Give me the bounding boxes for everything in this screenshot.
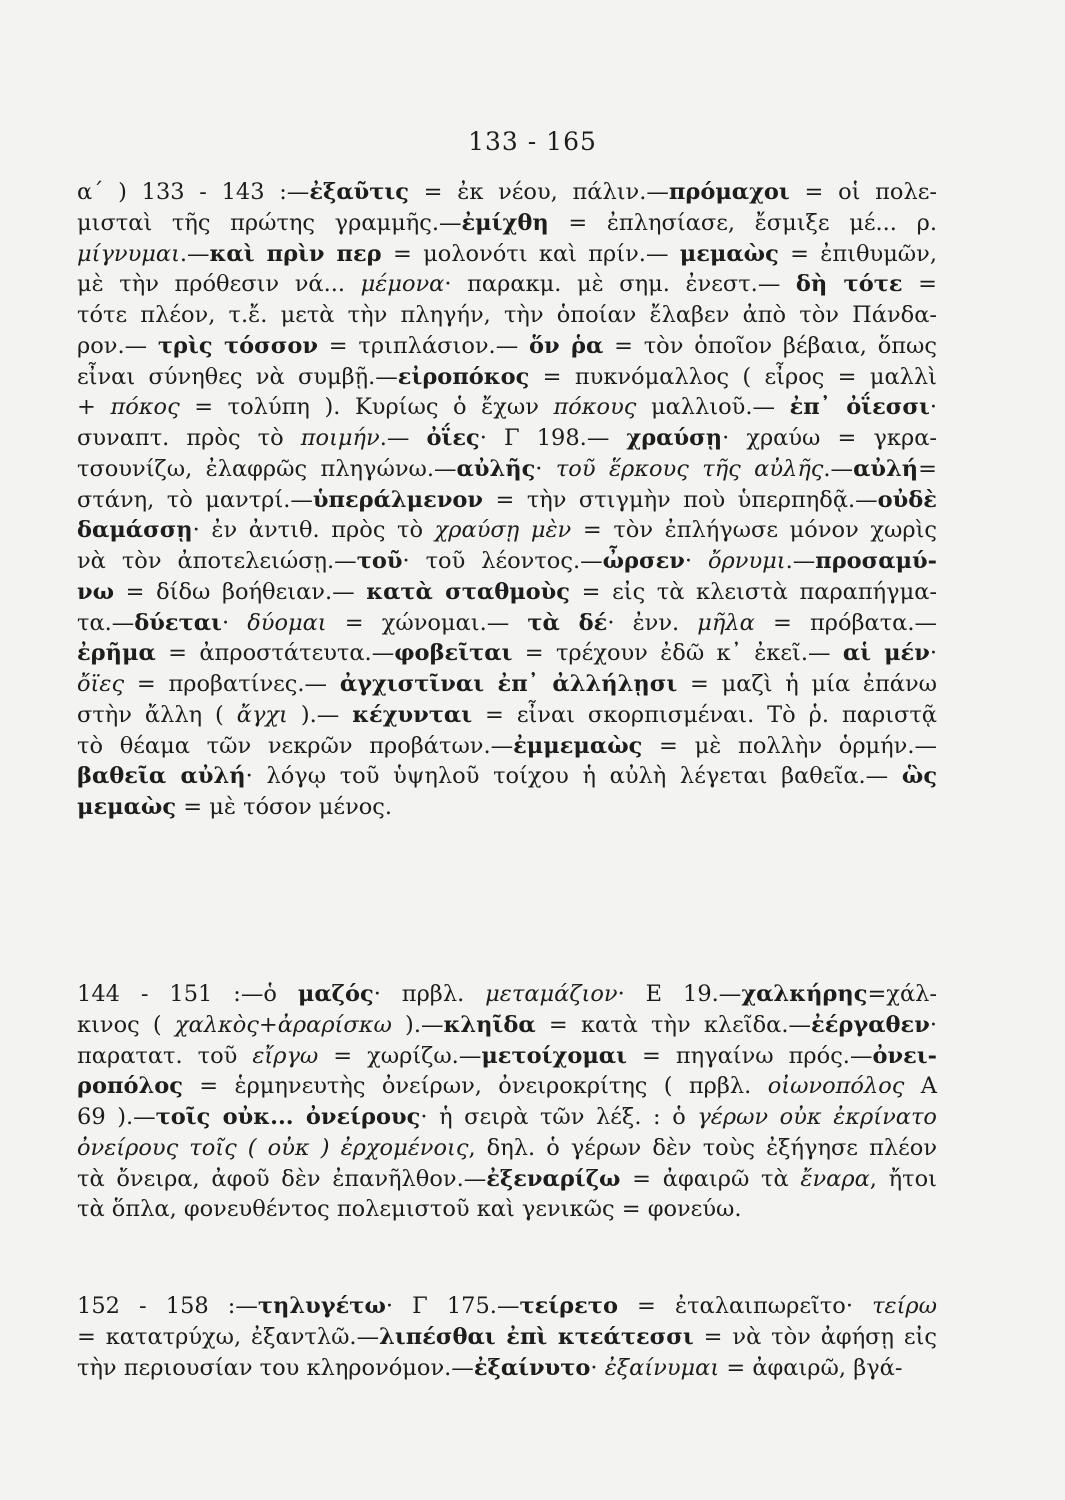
gloss-text: τὰ ὄνειρα, ἀφοῦ δὲν ἐπανῆλθον.—: [77, 1165, 487, 1192]
gloss-text: Α: [904, 1073, 937, 1100]
gloss-text: 69 ).—: [77, 1104, 156, 1130]
lemma-term: φοβεῖται: [394, 640, 513, 667]
gloss-text: ·: [684, 548, 708, 574]
text-line: [77, 1010, 937, 1040]
gloss-text: .—: [785, 548, 816, 574]
text-line: [77, 1164, 937, 1194]
cited-form: χραύσῃ μὲν: [434, 517, 572, 544]
cited-form: μίγνυμαι: [77, 240, 180, 267]
text-line: [77, 1194, 937, 1224]
lemma-term: ἐξαῦτις: [309, 179, 409, 205]
gloss-text: · χραύω = γκρα-: [722, 425, 937, 451]
gloss-text: ).—: [391, 1011, 444, 1038]
lemma-term: τὰ δέ: [527, 609, 608, 636]
gloss-text: ·: [535, 455, 556, 482]
gloss-text: ·: [929, 640, 937, 667]
gloss-text: = ἀφαιρῶ τὰ: [620, 1165, 801, 1192]
text-line: [77, 979, 937, 1009]
gloss-text: ρον.—: [77, 332, 158, 359]
lemma-term: δὴ τότε: [795, 271, 903, 298]
lemma-term: βαθεῖα αὐλή: [77, 763, 246, 790]
gloss-text: , ἤτοι: [869, 1165, 937, 1192]
text-line: [77, 331, 937, 361]
text-line: [77, 577, 937, 607]
lemma-term: ὀΐες: [426, 425, 480, 451]
lemma-term: ἐρῆμα: [77, 640, 156, 667]
lemma-term: προσαμύ-: [815, 548, 937, 574]
lemma-term: εἰροπόκος: [397, 363, 530, 390]
text-line: [77, 546, 937, 576]
text-line: [77, 792, 937, 822]
gloss-text: =: [902, 271, 937, 298]
gloss-text: στάνη, τὸ μαντρί.—: [77, 486, 313, 513]
gloss-text: · πρβλ.: [373, 981, 486, 1007]
lemma-term: μαζός: [297, 981, 374, 1007]
gloss-text: μὲ τὴν πρόθεσιν νά...: [77, 271, 361, 298]
cited-form: πόκος: [110, 394, 180, 421]
lemma-term: χραύσῃ: [626, 425, 723, 451]
gloss-text: μαλλιοῦ.—: [636, 394, 790, 421]
lemma-term: τηλυγέτω: [257, 1293, 386, 1319]
gloss-text: = μὲ πολλὴν ὁρμήν.—: [642, 732, 937, 759]
gloss-text: = τὴν στιγμὴν ποὺ ὑπερπηδᾷ.—: [483, 486, 878, 513]
gloss-text: = κατὰ τὴν κλεῖδα.—: [535, 1011, 812, 1038]
lemma-term: δαμάσσῃ: [77, 517, 193, 544]
cited-form: τείρω: [872, 1293, 938, 1319]
gloss-text: = ἑρμηνευτὴς ὀνείρων, ὀνειροκρίτης ( πρβλ.: [182, 1073, 768, 1100]
text-line: [77, 454, 937, 484]
gloss-text: α΄ ) 133 - 143 :—: [77, 179, 310, 205]
lemma-term: ἐμμεμαὼς: [513, 732, 643, 759]
gloss-text: · λόγῳ τοῦ ὑψηλοῦ τοίχου ἡ αὐλὴ λέγεται βαθεῖα.—: [245, 763, 902, 790]
gloss-text: .—: [179, 240, 210, 267]
gloss-text: 152 - 158 :—: [77, 1293, 258, 1319]
cited-form: μέμονα: [360, 271, 445, 298]
gloss-text: · Ε 19.—: [617, 981, 742, 1007]
cited-form: ποιμήν: [300, 425, 380, 451]
lemma-term: πρόμαχοι: [668, 179, 790, 205]
cited-form: ὄρνυμι: [708, 548, 786, 574]
text-line: [77, 669, 937, 699]
text-line: [77, 608, 937, 638]
gloss-text: ).—: [287, 701, 353, 728]
gloss-text: τότε πλέον, τ.ἔ. μετὰ τὴν πληγήν, τὴν ὁποίαν ἔλαβεν ἀπὸ τὸν Πάνδα-: [77, 302, 937, 328]
gloss-text: · ἡ σειρὰ τῶν λέξ. : ὁ: [420, 1104, 698, 1130]
text-line: [77, 515, 937, 545]
gloss-text: τὸ θέαμα τῶν νεκρῶν προβάτων.—: [77, 732, 514, 759]
gloss-text: = χώνομαι.—: [326, 609, 528, 636]
lemma-term: ὑπεράλμενον: [312, 486, 484, 513]
gloss-text: = μὲ τόσον μένος.: [176, 794, 393, 820]
gloss-text: = πηγαίνω πρός.—: [627, 1042, 873, 1069]
cited-form: χαλκὸς+ἀραρίσκω: [174, 1011, 392, 1038]
gloss-text: ·: [590, 1354, 605, 1381]
gloss-text: = τρέχουν ἐδῶ κ᾽ ἐκεῖ.—: [512, 640, 843, 667]
gloss-text: = τριπλάσιον.—: [317, 332, 529, 359]
cited-form: πόκους: [553, 394, 637, 421]
lemma-term: αἱ μέν: [842, 640, 930, 667]
text-line: [77, 700, 937, 730]
lemma-term: νω: [77, 578, 115, 605]
gloss-text: τὰ ὅπλα, φονευθέντος πολεμιστοῦ καὶ γενικῶς = φονεύω.: [77, 1196, 742, 1223]
text-line: [77, 1041, 937, 1071]
text-line: [77, 300, 937, 330]
lemma-term: κατὰ σταθμοὺς: [366, 578, 570, 605]
text-line: [77, 392, 937, 422]
gloss-text: = ἀπροστάτευτα.—: [155, 640, 395, 667]
gloss-text: = ἐκ νέου, πάλιν.—: [408, 179, 669, 205]
gloss-text: = ἐπιθυμῶν,: [778, 240, 937, 267]
cited-form: ἐξαίνυμαι: [604, 1354, 720, 1381]
gloss-text: τσουνίζω, ἐλαφρῶς πληγώνω.—: [77, 455, 457, 482]
lemma-term: ὅν ῥα: [528, 332, 604, 359]
lemma-term: χαλκήρης: [741, 981, 868, 1007]
gloss-text: κινος (: [77, 1011, 175, 1038]
text-line: [77, 269, 937, 299]
gloss-text: = κατατρύχω, ἐξαντλῶ.—: [77, 1323, 380, 1350]
lemma-term: ὣς: [901, 763, 938, 790]
lemma-term: κέχυνται: [352, 701, 473, 728]
gloss-text: = πρόβατα.—: [754, 609, 938, 636]
cited-form: μεταμάζιον: [485, 981, 618, 1007]
gloss-text: = εἰς τὰ κλειστὰ παραπήγμα-: [570, 578, 937, 605]
gloss-text: = δίδω βοήθειαν.—: [114, 578, 367, 605]
lemma-term: τοῖς οὐκ... ὀνείρους: [155, 1104, 421, 1130]
text-line: [77, 761, 937, 791]
lemma-term: ἐξεναρίζω: [486, 1165, 621, 1192]
text-line: [77, 1322, 937, 1352]
lemma-term: τοῦ: [356, 548, 403, 574]
lemma-term: μετοίχομαι: [481, 1042, 628, 1069]
gloss-text: = νὰ τὸν ἀφήσῃ εἰς: [693, 1323, 937, 1350]
cited-form: μῆλα: [697, 609, 755, 636]
text-line: [77, 208, 937, 238]
gloss-text: = τὸν ἐπλήγωσε μόνον χωρὶς: [571, 517, 937, 544]
gloss-text: 144 - 151 :—ὁ: [77, 981, 298, 1007]
cited-form: ὄϊες: [77, 671, 125, 697]
gloss-text: τὴν περιουσίαν του κληρονόμον.—: [77, 1354, 474, 1381]
lemma-term: ἀγχιστῖναι ἐπ᾽ ἀλλήλῃσι: [339, 671, 678, 697]
lemma-term: ἐπ᾽ ὀΐεσσι: [789, 394, 930, 421]
gloss-text: = τολύπη ). Κυρίως ὁ ἔχων: [179, 394, 554, 421]
gloss-text: = πυκνόμαλλος ( εἶρος = μαλλὶ: [529, 363, 937, 390]
cited-form: εἴργω: [252, 1042, 319, 1069]
lemma-term: τρὶς τόσσον: [157, 332, 318, 359]
cited-form: ἄγχι: [236, 701, 288, 728]
gloss-text: = ἐπλησίασε, ἔσμιξε μέ... ρ.: [548, 209, 937, 236]
gloss-text: · Γ 198.—: [479, 425, 627, 451]
lemma-term: καὶ πρὶν περ: [209, 240, 382, 267]
text-line: [77, 638, 937, 668]
gloss-text: εἶναι σύνηθες νὰ συμβῇ.—: [77, 363, 398, 390]
gloss-text: = προβατίνες.—: [124, 671, 340, 697]
gloss-text: = μαζὶ ἡ μία ἐπάνω: [677, 671, 937, 697]
gloss-text: μισταὶ τῆς πρώτης γραμμῆς.—: [77, 209, 462, 236]
text-line: [77, 177, 937, 207]
lemma-term: τείρετο: [519, 1293, 618, 1319]
gloss-text: τα.—: [77, 609, 135, 636]
page-header: 133 - 165: [468, 127, 597, 156]
lemma-term: μεμαὼς: [679, 240, 779, 267]
gloss-text: · Γ 175.—: [385, 1293, 520, 1319]
text-line: [77, 1133, 937, 1163]
text-line: [77, 1291, 937, 1321]
lemma-term: ροπόλος: [77, 1073, 183, 1100]
gloss-text: · ἐνν.: [607, 609, 698, 636]
gloss-text: .—: [823, 455, 854, 482]
gloss-text: =: [918, 455, 937, 482]
text-line: [77, 1102, 937, 1132]
lemma-term: αὐλή: [853, 455, 919, 482]
lemma-term: ὦρσεν: [602, 548, 685, 574]
text-line: [77, 1071, 937, 1101]
gloss-text: παρατατ. τοῦ: [77, 1042, 253, 1069]
text-line: [77, 362, 937, 392]
gloss-text: · παρακμ. μὲ σημ. ἐνεστ.—: [444, 271, 796, 298]
gloss-text: .—: [379, 425, 427, 451]
lemma-term: ἐέργαθεν: [811, 1011, 930, 1038]
cited-form: τοῦ ἕρκους τῆς αὐλῆς: [555, 455, 824, 482]
text-line: [77, 239, 937, 269]
cited-form: ὀνείρους τοῖς ( οὐκ ) ἐρχομένοις: [77, 1134, 469, 1161]
cited-form: γέρων οὐκ ἐκρίνατο: [697, 1104, 937, 1130]
gloss-text: = χωρίζω.—: [318, 1042, 482, 1069]
gloss-text: , δηλ. ὁ γέρων δὲν τοὺς ἐξήγησε πλέον: [468, 1134, 937, 1161]
text-line: [77, 1353, 937, 1383]
gloss-text: ·: [929, 1011, 937, 1038]
text-line: [77, 485, 937, 515]
lemma-term: μεμαὼς: [77, 794, 177, 820]
lemma-term: δύεται: [134, 609, 222, 636]
cited-form: ἔναρα: [800, 1165, 870, 1192]
gloss-text: · τοῦ λέοντος.—: [402, 548, 603, 574]
lemma-term: ὀνει-: [872, 1042, 937, 1069]
gloss-text: στὴν ἄλλη (: [77, 701, 237, 728]
lemma-term: οὐδὲ: [877, 486, 937, 513]
gloss-text: συναπτ. πρὸς τὸ: [77, 425, 301, 451]
gloss-text: = ἀφαιρῶ, βγά-: [719, 1354, 903, 1381]
gloss-text: =χάλ-: [867, 981, 937, 1007]
gloss-text: ·: [221, 609, 248, 636]
text-line: [77, 423, 937, 453]
gloss-text: νὰ τὸν ἀποτελειώσῃ.—: [77, 548, 357, 574]
gloss-text: · ἐν ἀντιθ. πρὸς τὸ: [192, 517, 435, 544]
lemma-term: ἐξαίνυτο: [473, 1354, 591, 1381]
gloss-text: = εἶναι σκορπισμέναι. Τὸ ῥ. παριστᾷ: [472, 701, 937, 728]
lemma-term: αὐλῆς: [456, 455, 536, 482]
gloss-text: +: [77, 394, 111, 421]
gloss-text: = οἱ πολε-: [789, 179, 937, 205]
text-line: [77, 731, 937, 761]
lemma-term: ἐμίχθη: [461, 209, 549, 236]
lemma-term: λιπέσθαι ἐπὶ κτεάτεσσι: [379, 1323, 694, 1350]
gloss-text: = ἐταλαιπωρεῖτο·: [617, 1293, 873, 1319]
gloss-text: = μολονότι καὶ πρίν.—: [381, 240, 680, 267]
gloss-text: = τὸν ὁποῖον βέβαια, ὅπως: [603, 332, 937, 359]
cited-form: δύομαι: [247, 609, 327, 636]
lemma-term: κληῖδα: [443, 1011, 536, 1038]
gloss-text: ·: [929, 394, 938, 421]
cited-form: οἰωνοπόλος: [767, 1073, 905, 1100]
